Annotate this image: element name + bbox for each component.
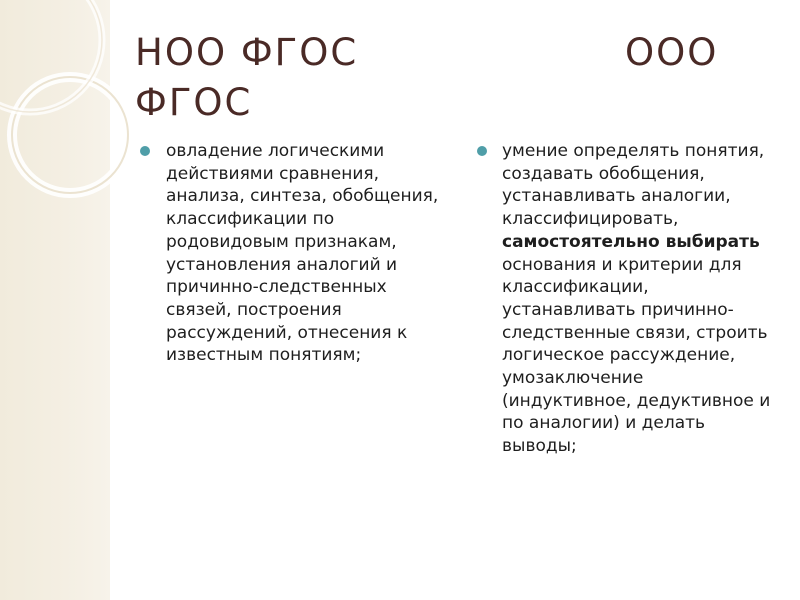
decorative-ring-top-edge	[0, 0, 102, 112]
right-text-part2: основания и критерии для классификации, устанавливать причинно-следственные связи, строить логическое рассуждение, умозаключение (индуктивное, дедуктивное и по аналогии) и делать выводы;	[502, 254, 771, 457]
right-text-part1: умение определять понятия, создавать обобщения, устанавливать аналогии, классифицировать,	[502, 141, 765, 230]
decorative-ring-large-edge	[12, 77, 128, 193]
right-text-bold: самостоятельно выбирать	[502, 231, 760, 252]
left-column	[166, 140, 456, 367]
title-left-line2: ФГОС	[135, 81, 253, 124]
title-right-line1: ООО	[625, 31, 719, 74]
right-bullet-text	[502, 140, 777, 458]
title-left-line1: НОО ФГОС	[135, 31, 359, 74]
bullet-icon	[477, 146, 487, 156]
decorative-ring-top	[0, 0, 102, 112]
bullet-icon	[140, 146, 150, 156]
left-bullet-text: овладение логическими действиями сравнения, анализа, синтеза, обобщения, классификации по родовидовым признакам, установления аналогий и причинно-следственных связей, построения рассуждений, отнесения к известным понятиям;	[166, 141, 439, 366]
right-column	[502, 140, 777, 458]
